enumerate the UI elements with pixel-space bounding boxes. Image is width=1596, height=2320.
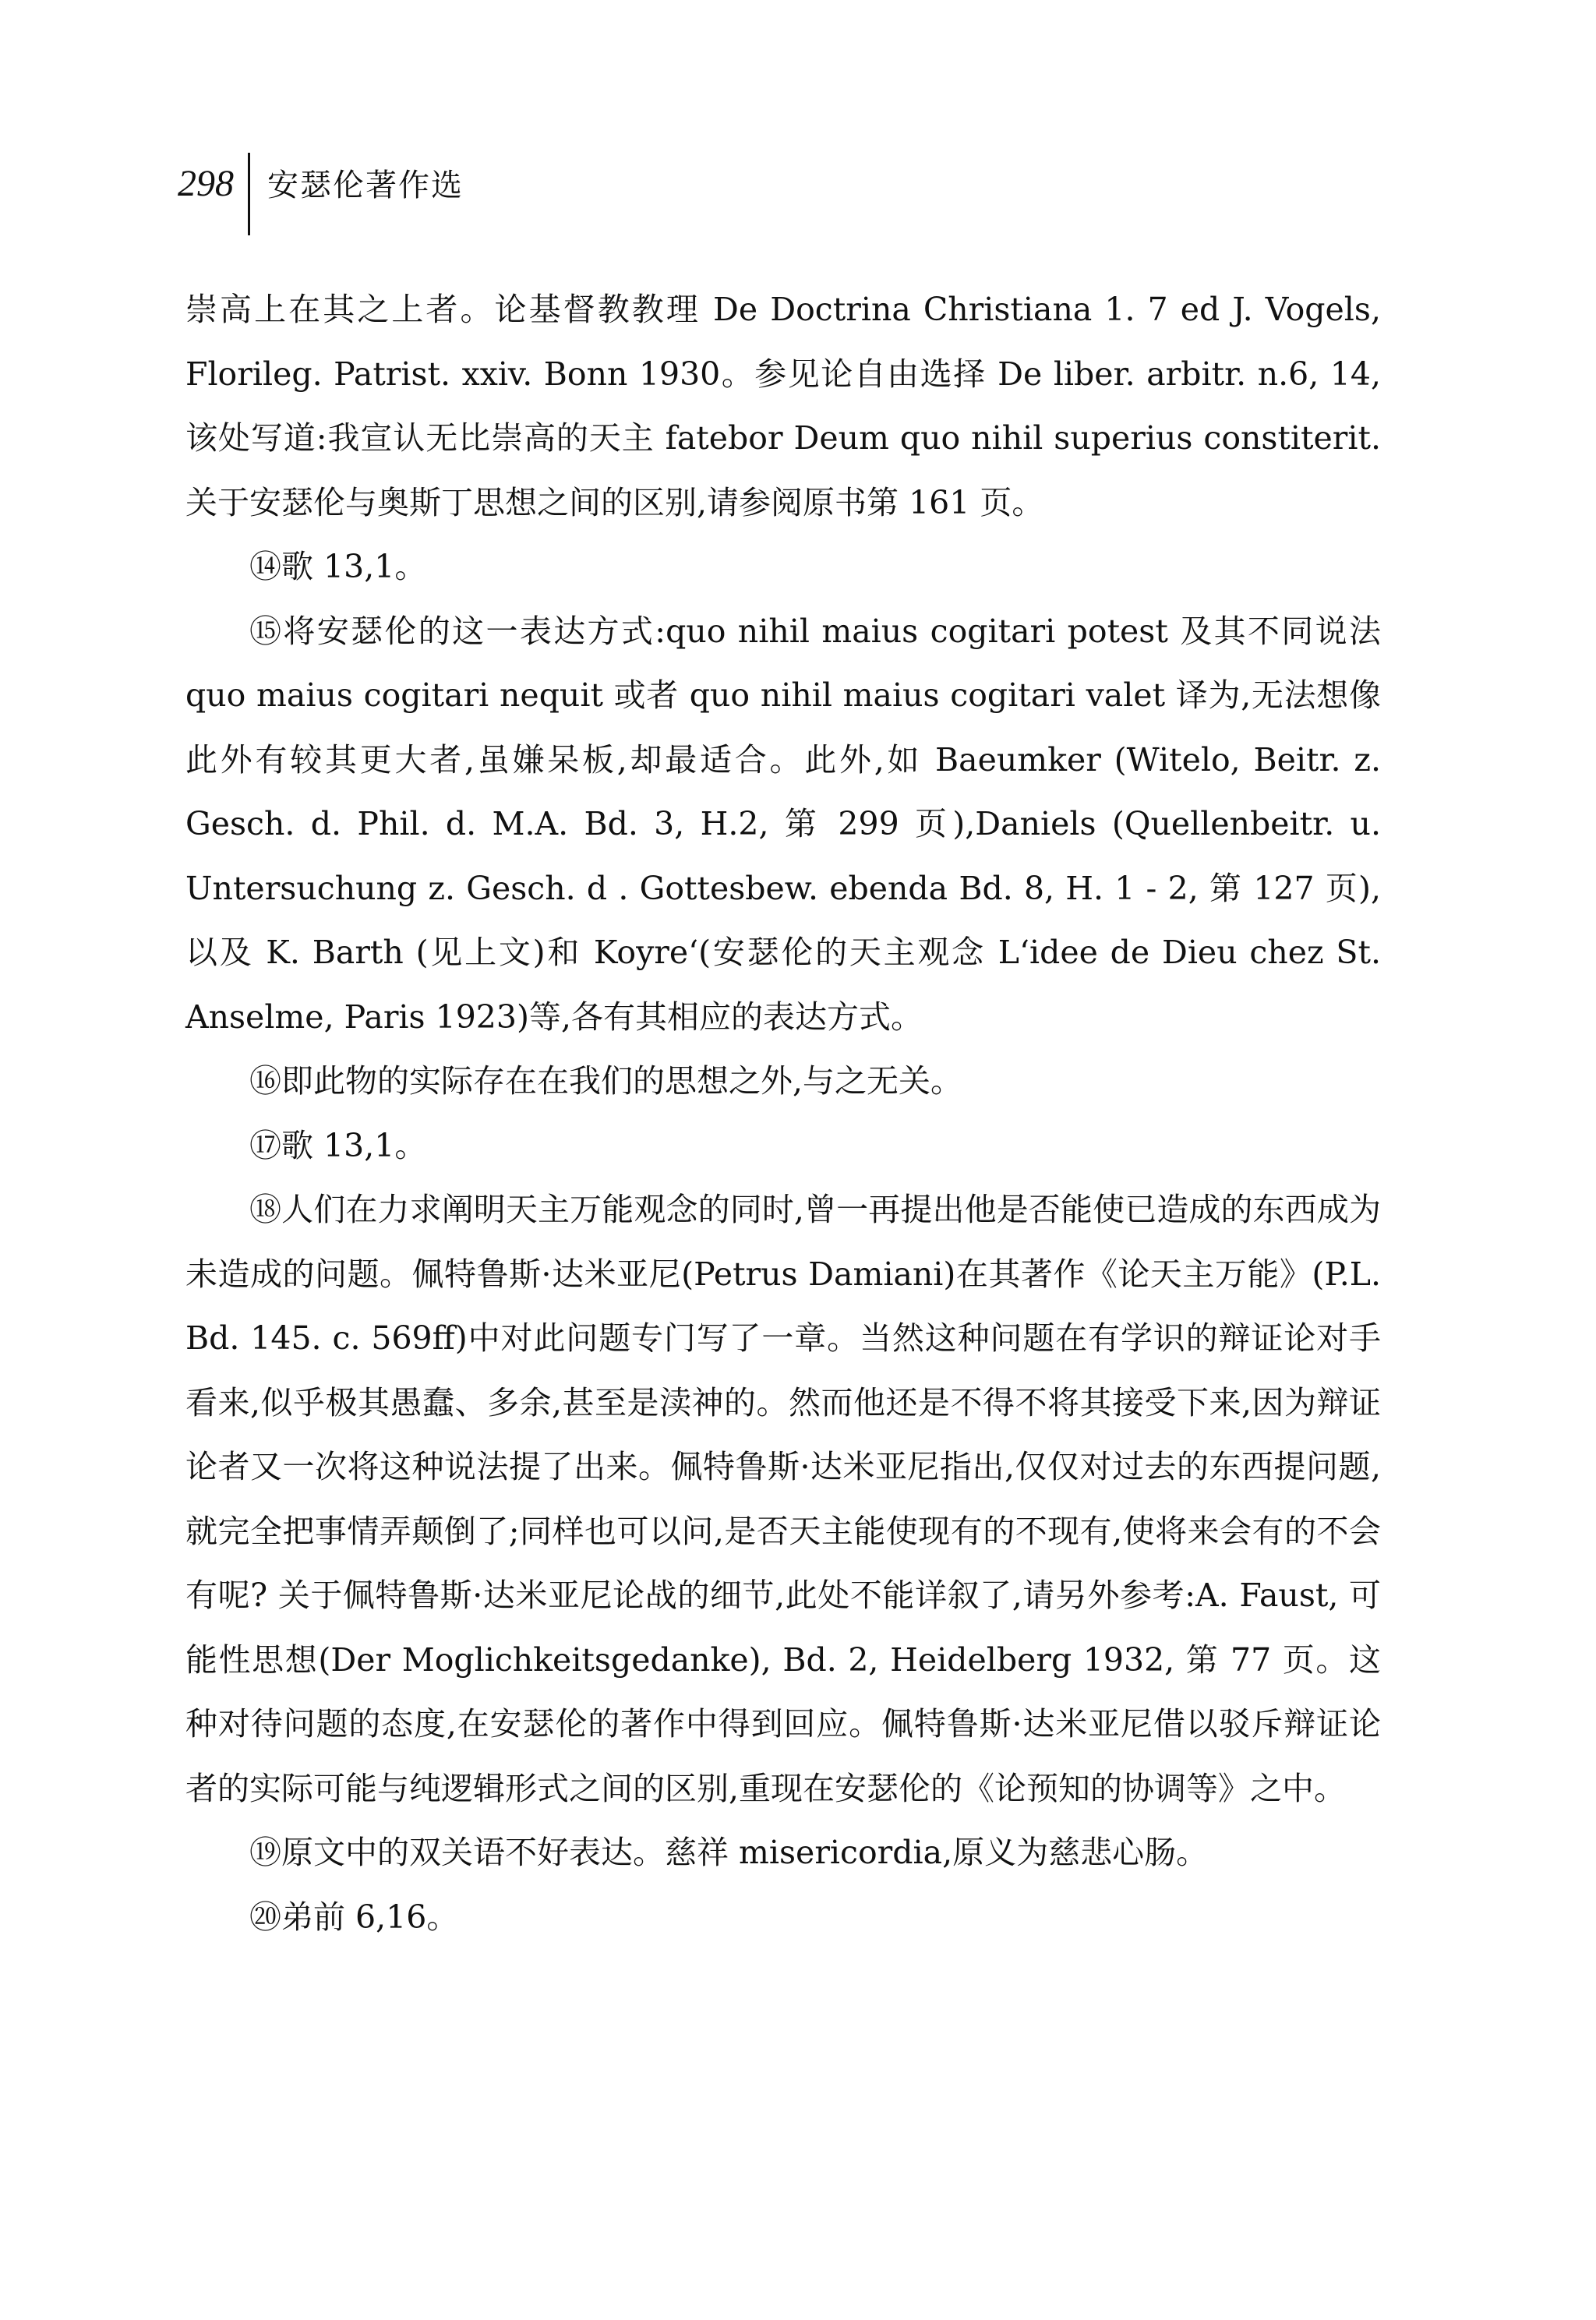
footnote-18: ⑱人们在力求阐明天主万能观念的同时,曾一再提出他是否能使已造成的东西成为未造成的问题。佩特鲁斯·达米亚尼(Petrus Damiani)在其著作《论天主万能》(P.L. Bd. 145. c. 569ff)中对此问题专门写了一章。当然这种问题在有学识的辩证论对手看来,似乎极其愚蠢、多余,甚至是渎神的。然而他还是不得不将其接受下来,因为辩证论者又一次将这种说法提了出来。佩特鲁斯·达米亚尼指出,仅仅对过去的东西提问题,就完全把事情弄颠倒了;同样也可以问,是否天主能使现有的不现有,使将来会有的不会有呢? 关于佩特鲁斯·达米亚尼论战的细节,此处不能详叙了,请另外参考:A. Faust, 可能性思想(Der Moglichkeitsgedanke), Bd. 2, Heidelberg 1932, 第 77 页。这种对待问题的态度,在安瑟伦的著作中得到回应。佩特鲁斯·达米亚尼借以驳斥辩证论者的实际可能与纯逻辑形式之间的区别,重现在安瑟伦的《论预知的协调等》之中。 — [185, 1191, 1381, 1807]
footnote-15: ⑮将安瑟伦的这一表达方式:quo nihil maius cogitari potest 及其不同说法 quo maius cogitari nequit 或者 quo nihil maius cogitari valet 译为,无法想像此外有较其更大者,虽嫌呆板,却最适合。此外,如 Baeumker (Witelo, Beitr. z. Gesch. d. Phil. d. M.A. Bd. 3, H.2, 第 299 页),Daniels (Quellenbeitr. u. Untersuchung z. Gesch. d . Gottesbew. ebenda Bd. 8, H. 1 - 2, 第 127 页), 以及 K. Barth (见上文)和 Koyre‘(安瑟伦的天主观念 L‘idee de Dieu chez St. Anselme, Paris 1923)等,各有其相应的表达方式。 — [185, 612, 1381, 1036]
book-title: 安瑟伦著作选 — [267, 168, 464, 203]
footnote-continuation: 崇高上在其之上者。论基督教教理 De Doctrina Christiana 1. 7 ed J. Vogels, Florileg. Patrist. xxiv. Bonn 1930。参见论自由选择 De liber. arbitr. n.6, 14, 该处写道:我宣认无比崇高的天主 fatebor Deum quo nihil superius constiterit. 关于安瑟伦与奥斯丁思想之间的区别,请参阅原书第 161 页。 — [185, 291, 1381, 521]
footnote-14: ⑭歌 13,1。 — [249, 548, 427, 585]
footnote-19: ⑲原文中的双关语不好表达。慈祥 misericordia,原义为慈悲心肠。 — [249, 1834, 1209, 1871]
footnote-17: ⑰歌 13,1。 — [249, 1126, 427, 1164]
footnote-20: ⑳弟前 6,16。 — [249, 1898, 459, 1936]
footnotes-body — [185, 277, 1381, 1949]
page-number: 298 — [178, 163, 234, 204]
running-header — [178, 153, 464, 238]
footnote-16: ⑯即此物的实际存在在我们的思想之外,与之无关。 — [249, 1062, 963, 1100]
